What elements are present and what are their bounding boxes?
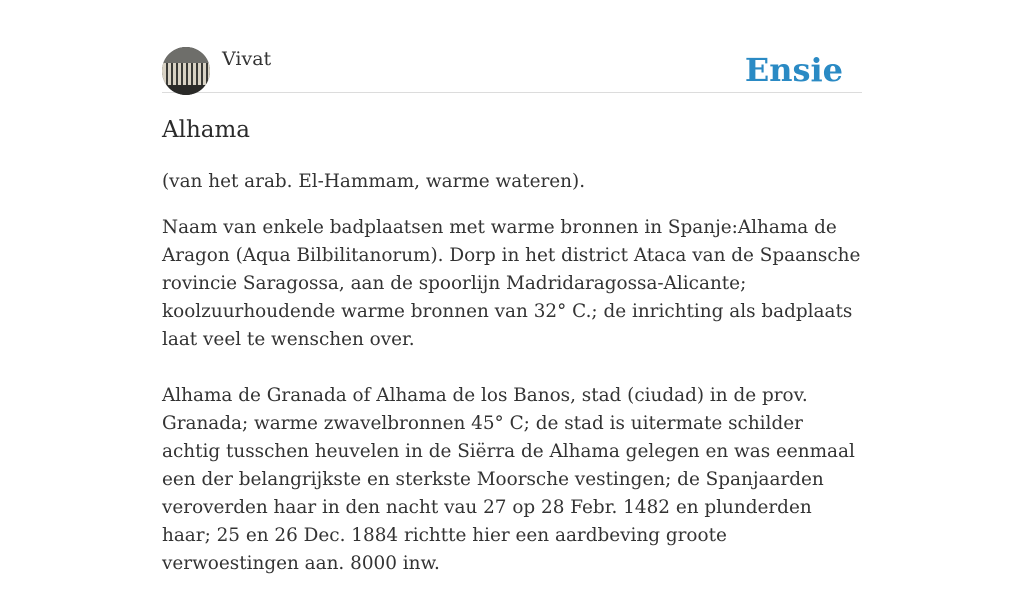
brand-logo[interactable]: Ensie	[744, 51, 843, 89]
page-title: Alhama	[162, 117, 251, 143]
header	[162, 46, 862, 93]
granada-paragraph: Alhama de Granada of Alhama de los Banos, stad (ciudad) in de prov. Granada; warme zwavelbronnen 45° C; de stad is uitermate schilder achtig tusschen heuvelen in de Siërra de Alhama gelegen en was eenmaal een der belangrijkste en sterkste Moorsche vestingen; de Spanjaarden veroverden haar in den nacht vau 27 op 28 Febr. 1482 en plunderden haar; 25 en 26 Dec. 1884 richtte hier een aardbeving groote verwoestingen aan. 8000 inw.	[162, 385, 855, 574]
avatar[interactable]	[162, 47, 210, 95]
book-spines-icon	[162, 47, 210, 95]
etymology-paragraph: (van het arab. El-Hammam, warme wateren).	[162, 171, 586, 192]
definition-paragraph: Naam van enkele badplaatsen met warme bronnen in Spanje:Alhama de Aragon (Aqua Bilbilitanorum). Dorp in het district Ataca van de Spaansche rovincie Saragossa, aan de spoorlijn Madridaragossa-Alicante; koolzuurhoudende warme bronnen van 32° C.; de inrichting als badplaats laat veel te wenschen over.	[162, 217, 861, 350]
author-name[interactable]: Vivat	[222, 48, 272, 70]
article-body	[162, 168, 862, 596]
